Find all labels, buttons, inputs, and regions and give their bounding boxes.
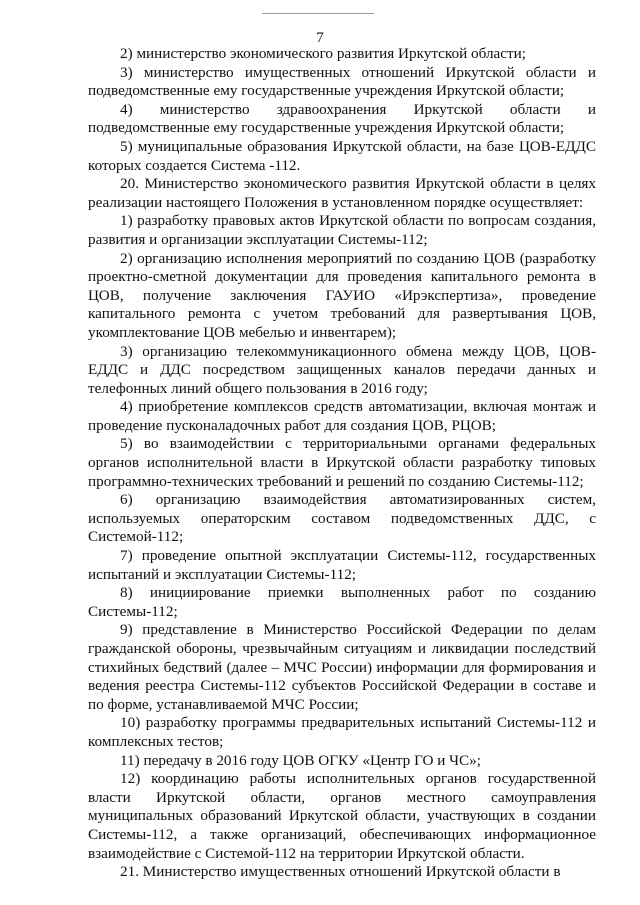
paragraph-20-item-9: 9) представление в Министерство Российской Федерации по делам гражданской обороны, чрезвычайным ситуациям и ликвидации последствий стихийных бедствий (далее – МЧС России) информации для формирования и ведения реестра Системы-112 субъектов Российской Федерации в составе и по форме, устанавливаемой МЧС России; [88,621,596,713]
paragraph-20-item-8: 8) инициирование приемки выполненных работ по созданию Системы-112; [88,584,596,620]
paragraph-20-item-10: 10) разработку программы предварительных испытаний Системы-112 и комплексных тестов; [88,714,596,750]
paragraph-item-5: 5) муниципальные образования Иркутской области, на базе ЦОВ-ЕДДС которых создается Система -112. [88,137,596,174]
document-body [88,45,596,882]
page-number: 7 [316,30,324,46]
top-edge-line [262,13,374,14]
paragraph-20-item-12: 12) координацию работы исполнительных органов государственной власти Иркутской области, органов местного самоуправления муниципальных образований Иркутской области, участвующих в создании Системы-112, а также организаций, обеспечивающих информационное взаимодействие с Системой-112 на территории Иркутской области. [88,770,596,862]
paragraph-20-item-11: 11) передачу в 2016 году ЦОВ ОГКУ «Центр ГО и ЧС»; [120,751,481,769]
paragraph-section-20: 20. Министерство экономического развития Иркутской области в целях реализации настоящего Положения в установленном порядке осуществляет: [88,175,596,211]
paragraph-section-21: 21. Министерство имущественных отношений Иркутской области в [120,863,561,881]
paragraph-20-item-4: 4) приобретение комплексов средств автоматизации, включая монтаж и проведение пусконаладочных работ для создания ЦОВ, РЦОВ; [88,398,596,434]
paragraph-20-item-7: 7) проведение опытной эксплуатации Системы-112, государственных испытаний и эксплуатации Системы-112; [88,547,596,583]
paragraph-item-4: 4) министерство здравоохранения Иркутской области и подведомственные ему государственные учреждения Иркутской области; [88,100,596,137]
paragraph-20-item-3: 3) организацию телекоммуникационного обмена между ЦОВ, ЦОВ-ЕДДС и ДДС посредством защищенных каналов передачи данных и телефонных линий общего пользования в 2016 году; [88,342,596,397]
paragraph-20-item-6: 6) организацию взаимодействия автоматизированных систем, используемых операторским составом подведомственных ДДС, с Системой-112; [88,491,596,546]
paragraph-item-2: 2) министерство экономического развития Иркутской области; [120,45,526,62]
paragraph-item-3: 3) министерство имущественных отношений Иркутской области и подведомственные ему государственные учреждения Иркутской области; [88,63,596,100]
paragraph-20-item-2: 2) организацию исполнения мероприятий по созданию ЦОВ (разработку проектно-сметной документации для проведения капитального ремонта в ЦОВ, получение заключения ГАУИО «Ирэкспертиза», проведение капитального ремонта с учетом требований для развертывания ЦОВ, укомплектование ЦОВ мебелью и инвентарем); [88,249,596,341]
paragraph-20-item-5: 5) во взаимодействии с территориальными органами федеральных органов исполнительной власти в Иркутской области разработку типовых программно-технических требований и решений по созданию Системы-112; [88,435,596,490]
paragraph-20-item-1: 1) разработку правовых актов Иркутской области по вопросам создания, развития и организации эксплуатации Системы-112; [88,212,596,248]
